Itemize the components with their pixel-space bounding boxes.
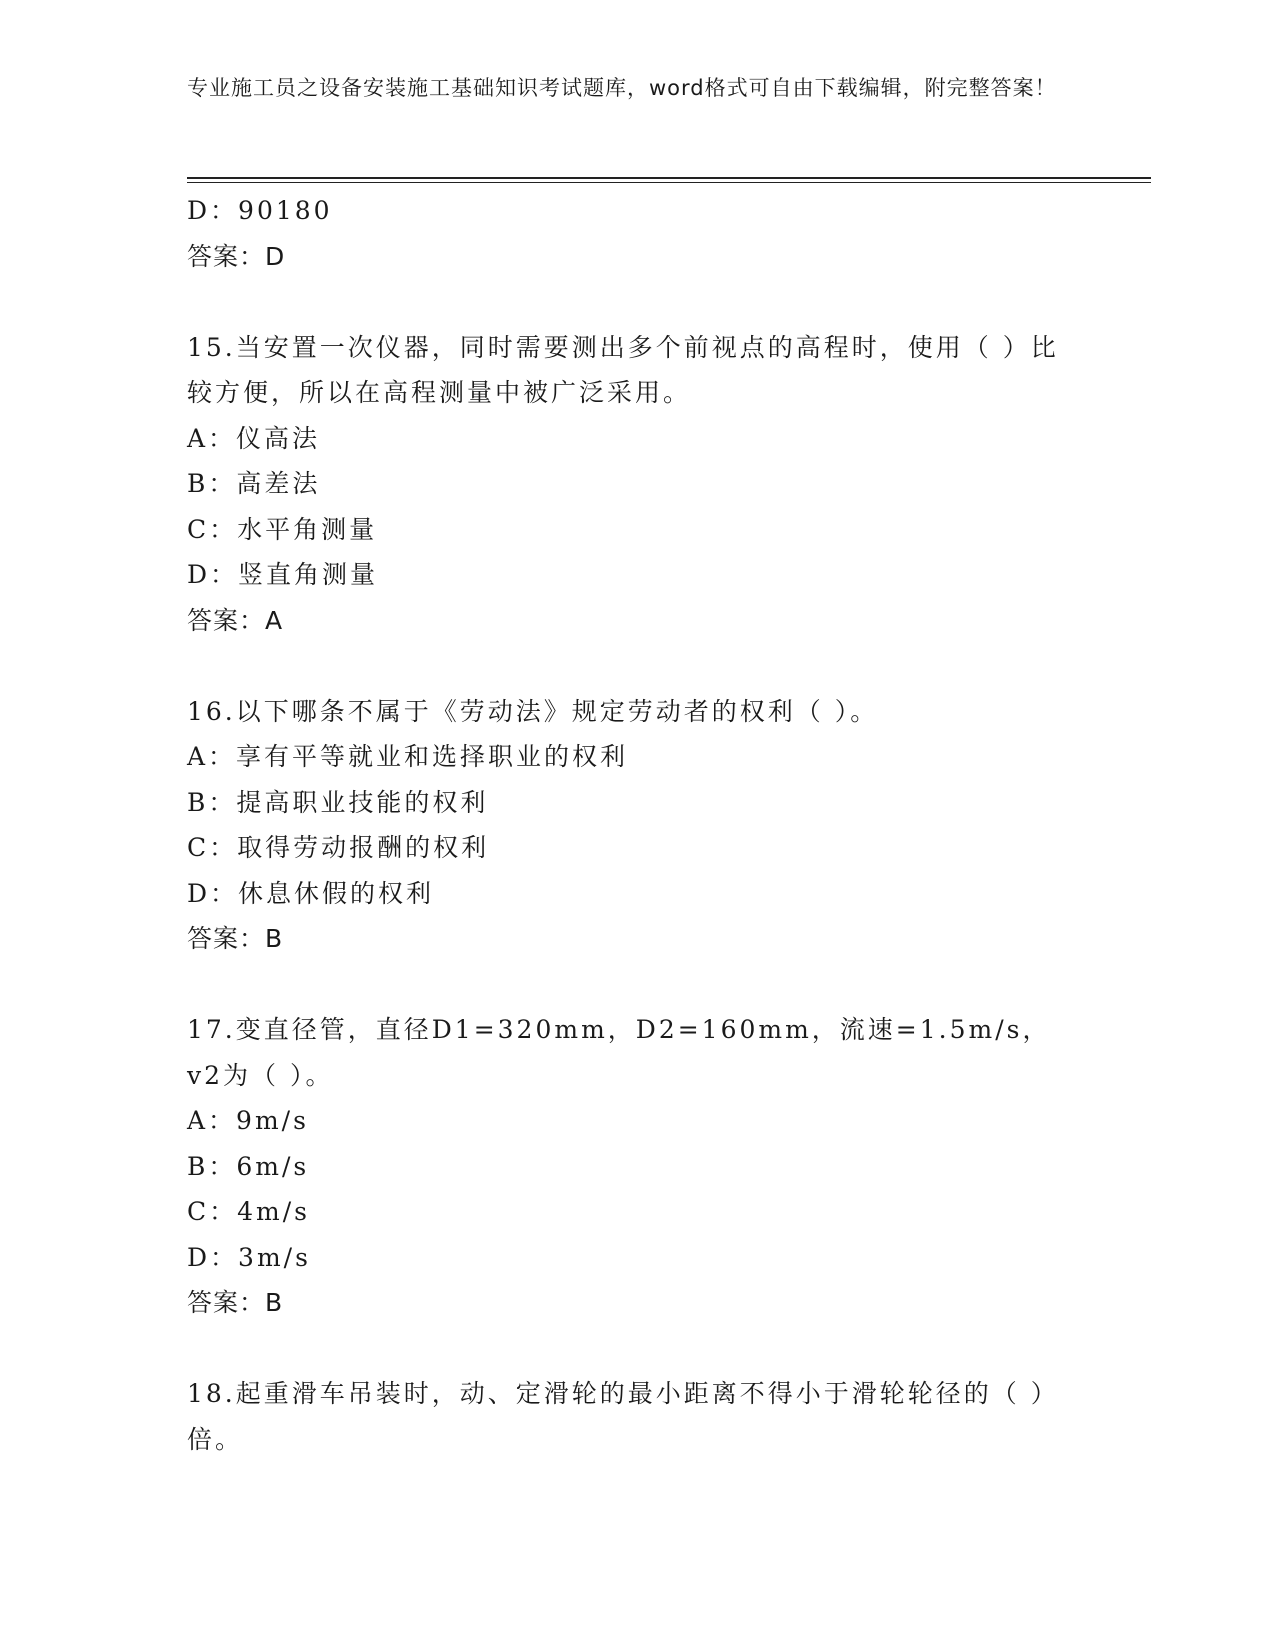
- option-b: B：6m/s: [187, 1151, 310, 1181]
- question-stem: 16.以下哪条不属于《劳动法》规定劳动者的权利（ ）。: [187, 696, 879, 726]
- question-stem: 17.变直径管，直径D1=320mm，D2=160mm，流速=1.5m/s，v2为（ ）。: [187, 1015, 1051, 1090]
- option-a: A：9m/s: [187, 1106, 309, 1135]
- question-17: [187, 1007, 1067, 1326]
- option-b: B：高差法: [187, 469, 321, 498]
- answer-line: 答案：A: [187, 605, 284, 635]
- option-d: D：90180: [187, 196, 333, 225]
- option-a: A：仪高法: [187, 423, 321, 453]
- option-d: D：3m/s: [187, 1242, 311, 1272]
- question-15: [187, 325, 1067, 644]
- question-content: [187, 188, 1067, 1462]
- question-stem: 18.起重滑车吊装时，动、定滑轮的最小距离不得小于滑轮轮径的（ ）倍。: [187, 1379, 1059, 1454]
- option-d: D：竖直角测量: [187, 560, 379, 589]
- question-18: [187, 1371, 1067, 1462]
- option-b: B：提高职业技能的权利: [187, 787, 489, 817]
- answer-line: 答案：D: [187, 241, 286, 271]
- option-d: D：休息休假的权利: [187, 878, 435, 908]
- document-header: [187, 72, 1067, 104]
- option-a: A：享有平等就业和选择职业的权利: [187, 742, 629, 771]
- header-divider-thick: [187, 177, 1151, 179]
- answer-line: 答案：B: [187, 924, 284, 953]
- option-c: C：4m/s: [187, 1197, 310, 1226]
- option-c: C：取得劳动报酬的权利: [187, 833, 490, 862]
- answer-line: 答案：B: [187, 1288, 284, 1317]
- header-divider-thin: [187, 182, 1151, 183]
- question-stem: 15.当安置一次仪器，同时需要测出多个前视点的高程时，使用（ ）比较方便，所以在高程测量中被广泛采用。: [187, 332, 1059, 407]
- header-title: 专业施工员之设备安装施工基础知识考试题库，word格式可自由下载编辑，附完整答案！: [187, 76, 1057, 100]
- question-16: [187, 689, 1067, 962]
- option-c: C：水平角测量: [187, 514, 378, 544]
